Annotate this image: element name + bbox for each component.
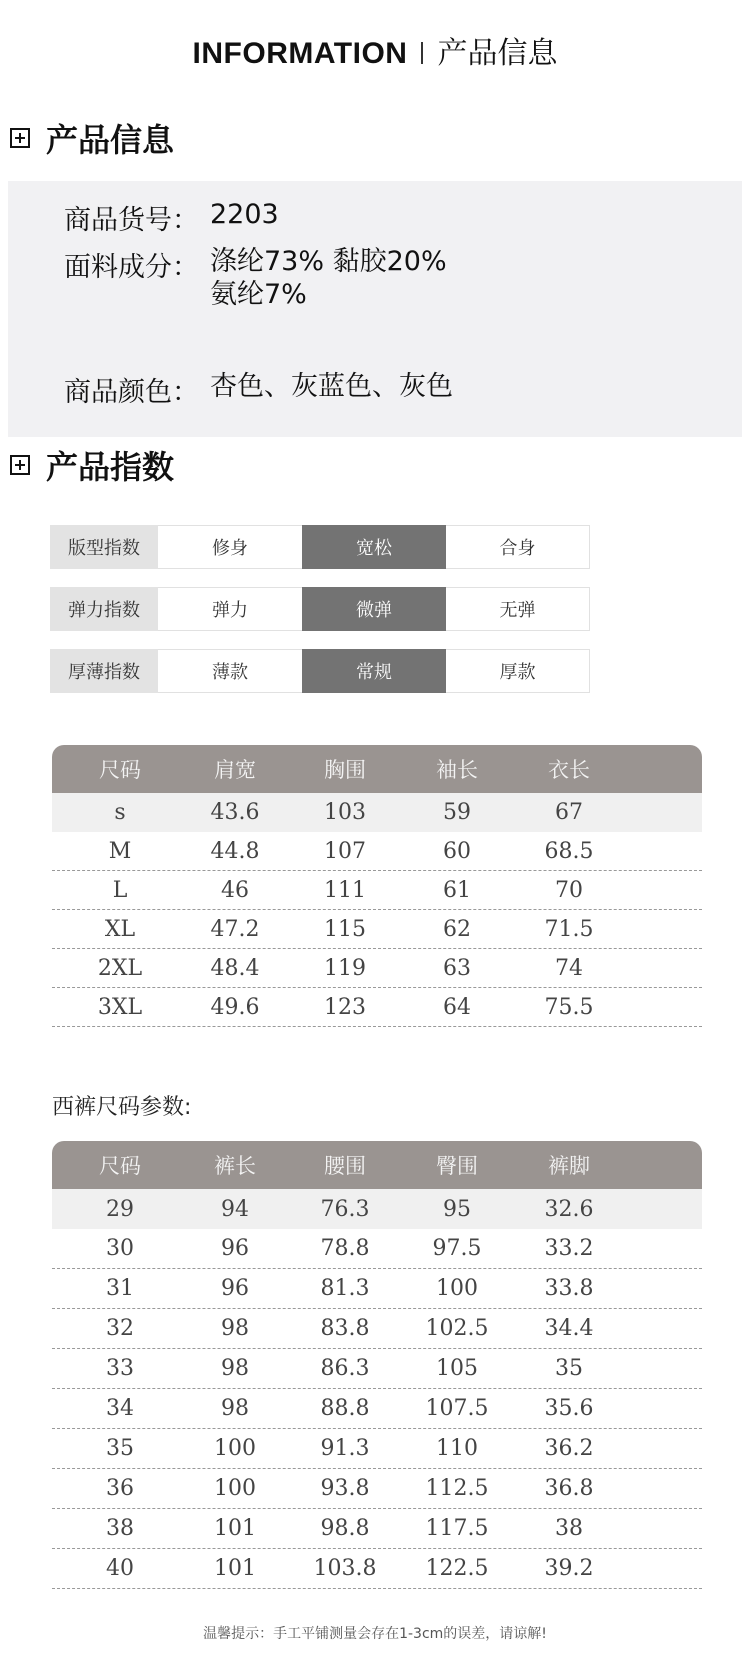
table-cell: 98	[221, 1396, 249, 1421]
table-cell: 107	[324, 838, 366, 864]
table-cell: 32	[106, 1316, 134, 1341]
index-label: 弹力指数	[50, 587, 158, 631]
table-cell: 119	[324, 955, 366, 981]
table-cell: 110	[436, 1436, 478, 1461]
table-cell: 3XL	[97, 994, 143, 1020]
index-option: 厚款	[446, 649, 590, 693]
table-cell: 86.3	[320, 1356, 370, 1381]
info-row-colors	[64, 370, 453, 409]
header-english-title: INFORMATION	[192, 37, 408, 70]
table-cell: 96	[221, 1236, 249, 1261]
table-cell: 46	[221, 877, 249, 903]
table-cell: 75.5	[544, 994, 594, 1020]
table-cell: 112.5	[425, 1476, 489, 1501]
table-row	[52, 1229, 702, 1269]
table-cell: 63	[443, 955, 471, 981]
pants-size-caption: 西裤尺码参数:	[52, 1095, 192, 1120]
table-row	[52, 1269, 702, 1309]
table-cell: 40	[106, 1556, 134, 1581]
table-cell: M	[108, 838, 132, 864]
table-cell: 43.6	[210, 800, 260, 825]
table-cell: 35	[106, 1436, 134, 1461]
table-header-cell: 尺码	[99, 1154, 141, 1178]
table-row	[52, 1429, 702, 1469]
index-option: 弹力	[158, 587, 302, 631]
info-row-fabric	[64, 245, 447, 311]
table-cell: 100	[214, 1476, 256, 1501]
index-row-elasticity	[50, 587, 590, 631]
table-cell: XL	[104, 916, 136, 942]
table-cell: 98	[221, 1316, 249, 1341]
table-header-cell: 胸围	[324, 758, 366, 782]
table-cell: 49.6	[210, 994, 260, 1020]
table-cell: 38	[555, 1516, 583, 1541]
table-header-cell: 裤长	[214, 1154, 256, 1178]
section-product-indices	[10, 445, 174, 485]
table-cell: 107.5	[425, 1396, 489, 1421]
table-cell: 64	[443, 994, 471, 1020]
table-cell: 61	[443, 877, 471, 903]
table-cell: 68.5	[544, 838, 594, 864]
table-row	[52, 949, 702, 988]
table-cell: 67	[555, 800, 583, 825]
product-index-table	[50, 525, 590, 711]
table-header-cell: 裤脚	[548, 1154, 590, 1178]
table-cell: 94	[221, 1196, 249, 1222]
table-row	[52, 1509, 702, 1549]
info-label: 商品颜色：	[64, 377, 199, 408]
table-cell: 38	[106, 1516, 134, 1541]
header-chinese-title: 产品信息	[437, 36, 558, 71]
table-cell: 102.5	[425, 1316, 489, 1341]
table-cell: 105	[436, 1356, 478, 1381]
table-cell: 83.8	[320, 1316, 370, 1341]
table-cell: 88.8	[320, 1396, 370, 1421]
index-row-thickness	[50, 649, 590, 693]
index-row-fit	[50, 525, 590, 569]
info-value: 杏色、灰蓝色、灰色	[210, 371, 453, 402]
table-cell: 2XL	[97, 955, 143, 981]
measurement-note: 温馨提示：手工平铺测量会存在1-3cm的误差，请谅解!	[203, 1626, 547, 1642]
info-value: 2203	[210, 199, 279, 230]
table-cell: 47.2	[210, 916, 260, 942]
table-cell: 59	[443, 800, 471, 825]
table-cell: 96	[221, 1276, 249, 1301]
table-cell: 70	[555, 877, 583, 903]
table-cell: 31	[106, 1276, 134, 1301]
table-cell: L	[112, 877, 128, 903]
table-header-cell: 尺码	[99, 758, 141, 782]
table-cell: 93.8	[320, 1476, 370, 1501]
info-value: 涤纶73% 黏胶20% 氨纶7%	[210, 246, 447, 310]
index-label: 版型指数	[50, 525, 158, 569]
table-row	[52, 1309, 702, 1349]
section-product-info	[10, 118, 174, 158]
table-cell: 39.2	[544, 1556, 594, 1581]
table-cell: 117.5	[425, 1516, 489, 1541]
table-row	[52, 1389, 702, 1429]
table-cell: 32.6	[544, 1196, 594, 1222]
header-divider	[421, 42, 423, 64]
table-cell: 115	[324, 916, 366, 942]
table-row	[52, 1469, 702, 1509]
table-cell: 74	[555, 955, 583, 981]
top-size-table	[52, 745, 702, 1027]
info-row-item-number	[64, 198, 279, 237]
table-header-cell: 臀围	[436, 1154, 478, 1178]
table-cell: 103.8	[313, 1556, 377, 1581]
plus-box-icon	[10, 455, 30, 475]
table-header-cell: 袖长	[436, 758, 478, 782]
table-cell: 44.8	[210, 838, 260, 864]
table-cell: 30	[106, 1236, 134, 1261]
table-cell: 36.2	[544, 1436, 594, 1461]
table-cell: 111	[324, 877, 366, 903]
table-row	[52, 1349, 702, 1389]
table-cell: 101	[214, 1516, 256, 1541]
plus-box-icon	[10, 128, 30, 148]
table-header-cell: 腰围	[324, 1154, 366, 1178]
table-cell: 97.5	[432, 1236, 482, 1261]
table-cell: 122.5	[425, 1556, 489, 1581]
product-info-panel	[8, 181, 742, 437]
table-header	[52, 745, 702, 793]
table-cell: s	[114, 800, 126, 825]
index-option-selected: 常规	[302, 649, 446, 693]
table-row	[52, 988, 702, 1027]
pants-size-table	[52, 1141, 702, 1589]
section-title: 产品指数	[46, 448, 175, 486]
table-cell: 34	[106, 1396, 134, 1421]
table-cell: 100	[436, 1276, 478, 1301]
index-option: 修身	[158, 525, 302, 569]
table-cell: 91.3	[320, 1436, 370, 1461]
table-cell: 36	[106, 1476, 134, 1501]
table-cell: 103	[324, 800, 366, 825]
table-cell: 33	[106, 1356, 134, 1381]
table-row	[52, 1189, 702, 1229]
table-cell: 35	[555, 1356, 583, 1381]
index-option-selected: 宽松	[302, 525, 446, 569]
table-cell: 76.3	[320, 1196, 370, 1222]
table-cell: 48.4	[210, 955, 260, 981]
table-cell: 81.3	[320, 1276, 370, 1301]
table-header-cell: 衣长	[548, 758, 590, 782]
index-option-selected: 微弹	[302, 587, 446, 631]
index-option: 合身	[446, 525, 590, 569]
table-cell: 71.5	[544, 916, 594, 942]
table-cell: 29	[106, 1196, 134, 1222]
table-header-cell: 肩宽	[214, 758, 256, 782]
table-cell: 35.6	[544, 1396, 594, 1421]
table-cell: 60	[443, 838, 471, 864]
table-cell: 34.4	[544, 1316, 594, 1341]
table-cell: 78.8	[320, 1236, 370, 1261]
table-row	[52, 1549, 702, 1589]
table-cell: 95	[443, 1196, 471, 1222]
table-row	[52, 871, 702, 910]
table-row	[52, 832, 702, 871]
table-cell: 36.8	[544, 1476, 594, 1501]
table-cell: 62	[443, 916, 471, 942]
table-cell: 33.2	[544, 1236, 594, 1261]
table-header	[52, 1141, 702, 1189]
index-option: 无弹	[446, 587, 590, 631]
table-cell: 123	[324, 994, 366, 1020]
info-label: 商品货号：	[64, 205, 199, 236]
table-cell: 98	[221, 1356, 249, 1381]
table-row	[52, 793, 702, 832]
index-label: 厚薄指数	[50, 649, 158, 693]
table-cell: 98.8	[320, 1516, 370, 1541]
table-cell: 100	[214, 1436, 256, 1461]
index-option: 薄款	[158, 649, 302, 693]
table-cell: 33.8	[544, 1276, 594, 1301]
table-cell: 101	[214, 1556, 256, 1581]
section-title: 产品信息	[46, 121, 175, 159]
page-header	[0, 28, 750, 72]
table-row	[52, 910, 702, 949]
info-label: 面料成分：	[64, 252, 199, 283]
